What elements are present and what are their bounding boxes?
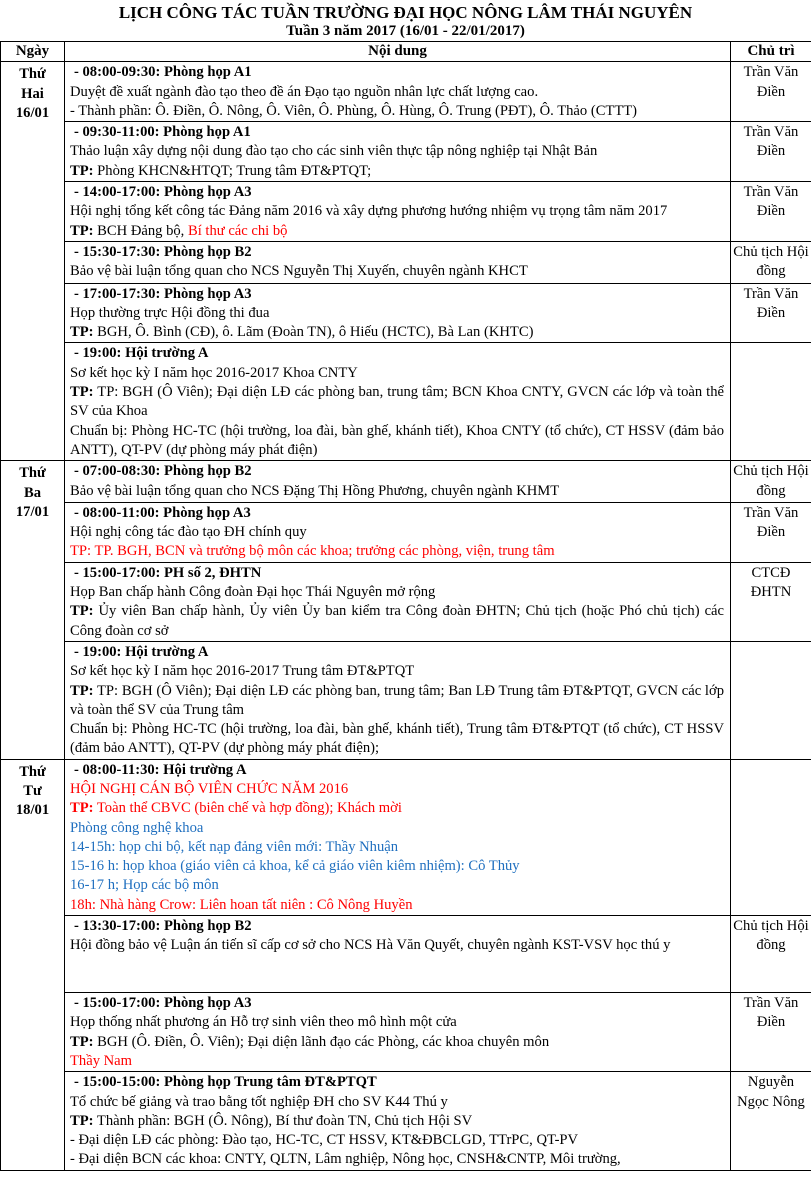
event-heading: - 15:30-17:30: Phòng họp B2 <box>74 243 252 260</box>
day-cell-tuesday: Thứ Ba 17/01 <box>1 461 65 759</box>
event-chair: Trần Văn Điền <box>731 283 811 343</box>
table-row <box>1 62 811 122</box>
table-row <box>1 502 811 562</box>
event-content: - 08:00-11:30: Hội trường A HỘI NGHỊ CÁN BỘ VIÊN CHỨC NĂM 2016 TP: Toàn thể CBVC (biên chế và hợp đồng); Khách mời Phòng công nghệ khoa 14-15h: họp chi bộ, kết nạp đảng viên mới: Thầy Nhuận 15-16 h: họp khoa (giáo viên cả khoa, kể cả giáo viên kiêm nhiệm): Cô Thủy 16-17 h; Họp các bộ môn 18h: Nhà hàng Crow: Liên hoan tất niên : Cô Nông Huyền <box>65 759 731 915</box>
event-heading: - 08:00-09:30: Phòng họp A1 <box>74 64 252 81</box>
event-heading: - 19:00: Hội trường A <box>74 345 209 362</box>
table-row <box>1 182 811 242</box>
header-chair: Chủ trì <box>731 42 811 62</box>
table-row <box>1 241 811 283</box>
day-cell-wednesday: Thứ Tư 18/01 <box>1 759 65 1170</box>
event-content: - 09:30-11:00: Phòng họp A1 Thảo luận xây dựng nội dung đào tạo cho các sinh viên thực tập nông nghiệp tại Nhật Bản TP: Phòng KHCN&HTQT; Trung tâm ĐT&PTQT; <box>65 122 731 182</box>
event-heading: - 07:00-08:30: Phòng họp B2 <box>74 463 252 480</box>
table-row <box>1 641 811 759</box>
event-content: - 14:00-17:00: Phòng họp A3 Hội nghị tổng kết công tác Đảng năm 2016 và xây dựng phương hướng nhiệm vụ trọng tâm năm 2017 TP: BCH Đảng bộ, Bí thư các chi bộ <box>65 182 731 242</box>
event-content: - 17:00-17:30: Phòng họp A3 Họp thường trực Hội đồng thi đua TP: BGH, Ô. Bình (CĐ), ô. Lãm (Đoàn TN), ô Hiếu (HCTC), Bà Lan (KHTC) <box>65 283 731 343</box>
event-content: - 13:30-17:00: Phòng họp B2 Hội đồng bảo vệ Luận án tiến sĩ cấp cơ sở cho NCS Hà Văn Quyết, chuyên ngành KST-VSV học thú y <box>65 916 731 993</box>
event-chair: Trần Văn Điền <box>731 182 811 242</box>
table-row <box>1 562 811 641</box>
event-content: - 08:00-11:00: Phòng họp A3 Hội nghị công tác đào tạo ĐH chính quy TP: TP. BGH, BCN và trưởng bộ môn các khoa; trưởng các phòng, viện, trung tâm <box>65 502 731 562</box>
event-content: - 07:00-08:30: Phòng họp B2 Bảo vệ bài luận tổng quan cho NCS Đặng Thị Hồng Phương, chuyên ngành KHMT <box>65 461 731 503</box>
event-chair: CTCĐ ĐHTN <box>731 562 811 641</box>
day-cell-monday: Thứ Hai 16/01 <box>1 62 65 461</box>
event-heading: - 14:00-17:00: Phòng họp A3 <box>74 184 252 201</box>
event-chair <box>731 343 811 461</box>
table-row <box>1 343 811 461</box>
event-content: - 19:00: Hội trường A Sơ kết học kỳ I năm học 2016-2017 Khoa CNTY TP: TP: BGH (Ô Viên); Đại diện LĐ các phòng ban, trung tâm; BCN Khoa CNTY, GVCN các lớp và toàn thể SV của Khoa Chuẩn bị: Phòng HC-TC (hội trường, loa đài, bàn ghế, khánh tiết), Khoa CNTY (tổ chức), CT HSSV (đảm bảo ANTT), QT-PV (dự phòng máy phát điện) <box>65 343 731 461</box>
event-chair: Trần Văn Điền <box>731 502 811 562</box>
event-heading: - 17:00-17:30: Phòng họp A3 <box>74 285 252 302</box>
event-heading: - 19:00: Hội trường A <box>74 643 209 660</box>
event-content: - 15:30-17:30: Phòng họp B2 Bảo vệ bài luận tổng quan cho NCS Nguyễn Thị Xuyến, chuyên ngành KHCT <box>65 241 731 283</box>
event-chair: Chủ tịch Hội đồng <box>731 461 811 503</box>
page-title: LỊCH CÔNG TÁC TUẦN TRƯỜNG ĐẠI HỌC NÔNG LÂM THÁI NGUYÊN <box>118 3 693 22</box>
event-heading: - 15:00-17:00: Phòng họp A3 <box>74 995 252 1012</box>
table-row <box>1 993 811 1072</box>
event-content: - 15:00-17:00: PH số 2, ĐHTN Họp Ban chấp hành Công đoàn Đại học Thái Nguyên mở rộng TP: Ủy viên Ban chấp hành, Ủy viên Ủy ban kiểm tra Công đoàn ĐHTN; Chủ tịch (hoặc Phó chủ tịch) các Công đoàn cơ sở <box>65 562 731 641</box>
table-row <box>1 916 811 993</box>
page-subtitle: Tuần 3 năm 2017 (16/01 - 22/01/2017) <box>286 23 525 39</box>
event-heading: - 13:30-17:00: Phòng họp B2 <box>74 918 252 935</box>
event-chair: Trần Văn Điền <box>731 993 811 1072</box>
event-content: - 15:00-15:00: Phòng họp Trung tâm ĐT&PTQT Tổ chức bế giảng và trao bằng tốt nghiệp ĐH cho SV K44 Thú y TP: Thành phần: BGH (Ô. Nông), Bí thư đoàn TN, Chủ tịch Hội SV - Đại diện LĐ các phòng: Đào tạo, HC-TC, CT HSSV, KT&ĐBCLGD, TTrPC, QT-PV - Đại diện BCN các khoa: CNTY, QLTN, Lâm nghiệp, Nông học, CNSH&CNTP, Môi trường, <box>65 1072 731 1170</box>
schedule-table <box>0 41 811 1171</box>
event-content: - 19:00: Hội trường A Sơ kết học kỳ I năm học 2016-2017 Trung tâm ĐT&PTQT TP: TP: BGH (Ô Viên); Đại diện LĐ các phòng ban, trung tâm; Ban LĐ Trung tâm ĐT&PTQT, GVCN các lớp và toàn thể SV của Trung tâm Chuẩn bị: Phòng HC-TC (hội trường, loa đài, bàn ghế, khánh tiết), Trung tâm ĐT&PTQT (tổ chức), CT HSSV (đảm bảo ANTT), QT-PV (dự phòng máy phát điện); <box>65 641 731 759</box>
event-chair: Trần Văn Điền <box>731 62 811 122</box>
table-row <box>1 461 811 503</box>
table-row <box>1 759 811 915</box>
event-content: - 15:00-17:00: Phòng họp A3 Họp thống nhất phương án Hỗ trợ sinh viên theo mô hình một cửa TP: BGH (Ô. Điền, Ô. Viên); Đại diện lãnh đạo các Phòng, các khoa chuyên môn Thầy Nam <box>65 993 731 1072</box>
header-day: Ngày <box>1 42 65 62</box>
event-heading: - 09:30-11:00: Phòng họp A1 <box>74 124 251 141</box>
event-chair <box>731 759 811 915</box>
header-content: Nội dung <box>65 42 731 62</box>
event-heading: - 08:00-11:00: Phòng họp A3 <box>74 504 251 521</box>
event-chair <box>731 641 811 759</box>
table-header-row <box>1 42 811 62</box>
event-chair: Trần Văn Điền <box>731 122 811 182</box>
event-heading: - 08:00-11:30: Hội trường A <box>74 761 247 778</box>
table-row <box>1 122 811 182</box>
table-row <box>1 1072 811 1170</box>
event-chair: Chủ tịch Hội đồng <box>731 916 811 993</box>
event-heading: - 15:00-15:00: Phòng họp Trung tâm ĐT&PTQT <box>74 1074 377 1091</box>
event-heading: - 15:00-17:00: PH số 2, ĐHTN <box>74 564 262 581</box>
table-row <box>1 283 811 343</box>
event-content: - 08:00-09:30: Phòng họp A1 Duyệt đề xuất ngành đào tạo theo đề án Đạo tạo nguồn nhân lực chất lượng cao. - Thành phần: Ô. Điền, Ô. Nông, Ô. Viên, Ô. Phùng, Ô. Hùng, Ô. Trung (PĐT), Ô. Thảo (CTTT) <box>65 62 731 122</box>
event-chair: Nguyễn Ngọc Nông <box>731 1072 811 1170</box>
event-chair: Chủ tịch Hội đồng <box>731 241 811 283</box>
